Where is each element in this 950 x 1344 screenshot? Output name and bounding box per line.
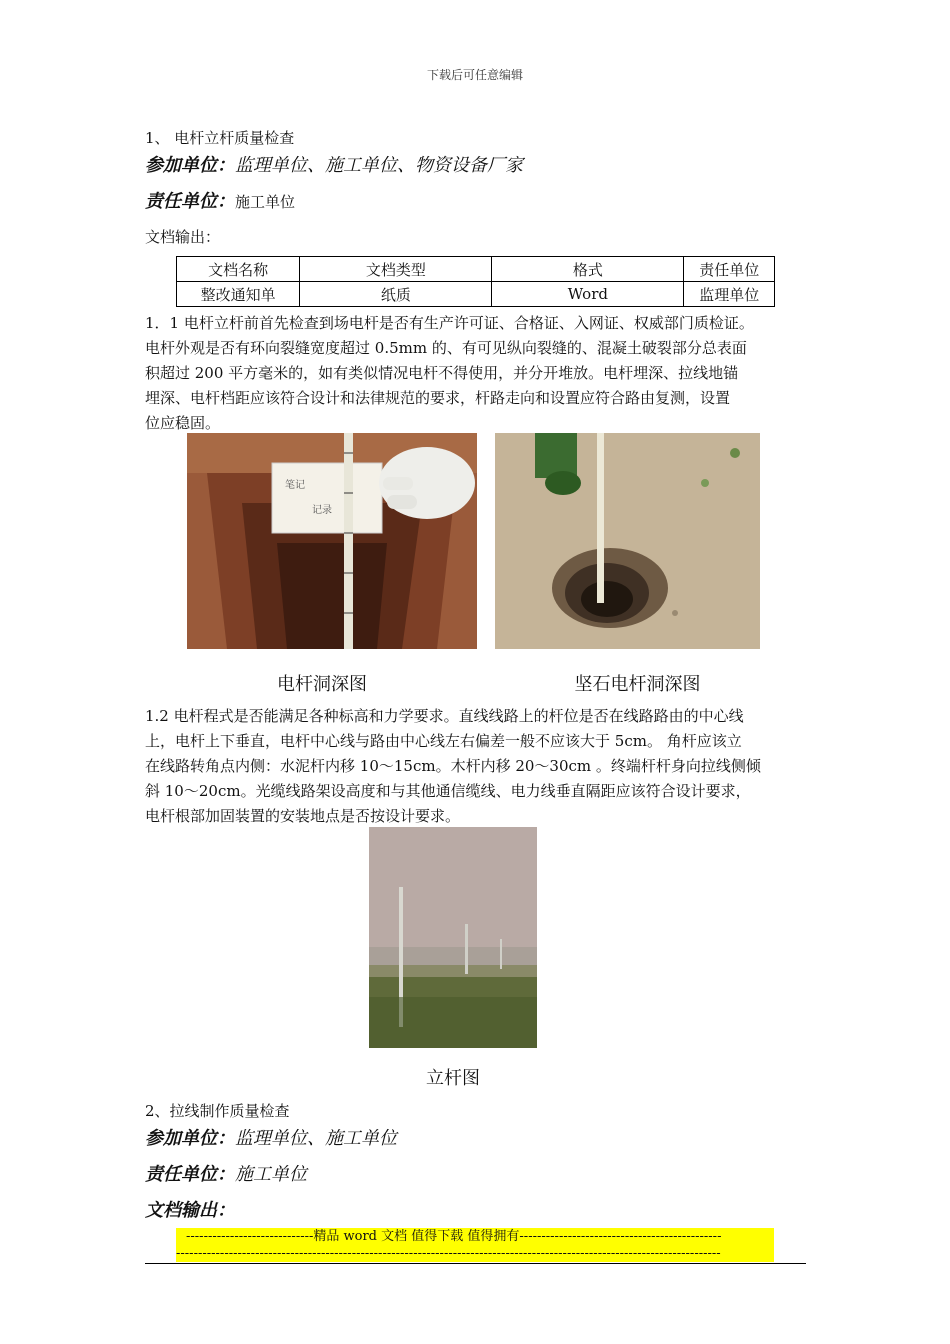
- table-cell: 纸质: [300, 282, 492, 307]
- text-line: 电杆根部加固装置的安装地点是否按设计要求。: [145, 807, 461, 825]
- doc-output-label: 文档输出：: [145, 1200, 235, 1221]
- photo-caption-1: 电杆洞深图: [277, 674, 367, 695]
- text-line: 在线路转角点内侧：水泥杆内移 10～15cm。木杆内移 20～30cm 。终端杆杆身向拉线侧倾: [145, 757, 761, 775]
- pole-hole-depth-image: [187, 433, 477, 649]
- table-header-cell: 文档名称: [177, 257, 300, 282]
- table-header-cell: 责任单位: [684, 257, 775, 282]
- text-line: 位应稳固。: [145, 414, 221, 432]
- rock-pole-hole-image: [495, 433, 760, 649]
- section2-doc-output: [145, 1196, 235, 1222]
- section2-heading: 2、拉线制作质量检查: [145, 1102, 290, 1120]
- footer-divider: [145, 1263, 806, 1264]
- participants-value: 监理单位、施工单位: [235, 1128, 397, 1149]
- participants-label: 参加单位：: [145, 155, 235, 176]
- footer-line-1: -----------------------------精品 word 文档 值得下载 值得拥有----------------------------------------------: [186, 1229, 722, 1244]
- paragraph-1-2: [145, 704, 810, 829]
- participants-value: 监理单位、施工单位、物资设备厂家: [235, 155, 523, 176]
- table-cell: 监理单位: [684, 282, 775, 307]
- header-note: 下载后可任意编辑: [426, 68, 523, 82]
- table-row: [177, 282, 775, 307]
- text-line: 电杆外观是否有环向裂缝宽度超过 0.5mm 的、有可见纵向裂缝的、混凝土破裂部分总表面: [145, 339, 747, 357]
- table-cell: 整改通知单: [177, 282, 300, 307]
- section2-responsible: [145, 1160, 307, 1186]
- pole-caption: 立杆图: [426, 1068, 480, 1089]
- section1-responsible: [145, 187, 295, 213]
- text-line: 1．1 电杆立杆前首先检查到场电杆是否有生产许可证、合格证、入网证、权威部门质检证。: [145, 314, 754, 332]
- pole-hole-depth-photo: [187, 433, 477, 649]
- doc-output-label: 文档输出：: [145, 228, 221, 246]
- table-header-cell: 文档类型: [300, 257, 492, 282]
- text-line: 积超过 200 平方毫米的，如有类似情况电杆不得使用，并分开堆放。电杆埋深、拉线地锚: [145, 364, 739, 382]
- responsible-value: 施工单位: [235, 193, 296, 211]
- svg-text:记录: 记录: [312, 505, 332, 516]
- table-cell: Word: [492, 282, 684, 307]
- svg-text:笔记: 笔记: [285, 480, 305, 491]
- text-line: 1.2 电杆程式是否能满足各种标高和力学要求。直线线路上的杆位是否在线路路由的中心线: [145, 707, 744, 725]
- standing-pole-photo: [369, 827, 537, 1048]
- responsible-label: 责任单位：: [145, 1164, 235, 1185]
- text-line: 埋深、电杆档距应该符合设计和法律规范的要求，杆路走向和设置应符合路由复测，设置: [145, 389, 731, 407]
- photo-caption-2: 坚石电杆洞深图: [574, 674, 701, 695]
- responsible-value: 施工单位: [235, 1164, 307, 1185]
- paragraph-1-1: [145, 311, 810, 436]
- text-line: 上，电杆上下垂直，电杆中心线与路由中心线左右偏差一般不应该大于 5cm。 角杆应该立: [145, 732, 742, 750]
- text-line: 斜 10～20cm。光缆线路架设高度和与其他通信缆线、电力线垂直隔距应该符合设计要求，: [145, 782, 751, 800]
- table-header-cell: 格式: [492, 257, 684, 282]
- responsible-label: 责任单位：: [145, 191, 235, 212]
- section1-heading: 1、 电杆立杆质量检查: [145, 129, 295, 147]
- standing-pole-image: [369, 827, 537, 1048]
- document-table: [176, 256, 775, 307]
- footer-line-2: ----------------------------------------------------------------------------------------------------------------------------: [176, 1246, 721, 1261]
- participants-label: 参加单位：: [145, 1128, 235, 1149]
- rock-pole-hole-depth-photo: [495, 433, 760, 649]
- footer-highlight: [176, 1228, 774, 1262]
- table-header-row: [177, 257, 775, 282]
- section1-participants: [145, 151, 523, 177]
- section2-participants: [145, 1124, 397, 1150]
